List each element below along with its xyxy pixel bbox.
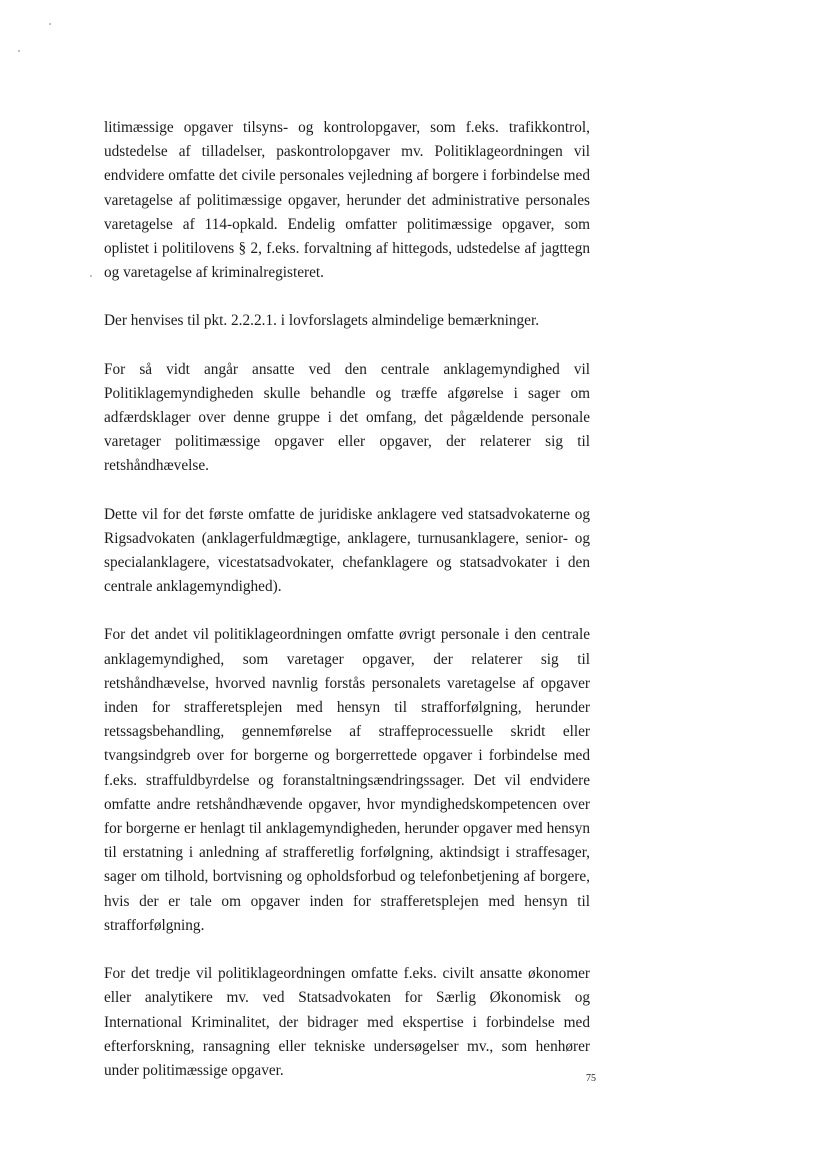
document-body <box>104 116 590 1107</box>
paragraph-4: Dette vil for det første omfatte de juridiske anklagere ved statsadvokaterne og Rigsadvokaten (anklagerfuldmægtige, anklagere, turnusanklagere, senior- og specialanklagere, vicestatsadvokater, chefanklagere og statsadvokater i den centrale anklagemyndighed). <box>104 505 590 596</box>
scan-speck <box>18 50 20 52</box>
scan-speck <box>90 275 92 277</box>
paragraph-3: For så vidt angår ansatte ved den centrale anklagemyndighed vil Politiklagemyndigheden skulle behandle og træffe afgørelse i sager om adfærdsklager over denne gruppe i det omfang, det pågældende personale varetager politimæssige opgaver eller opgaver, der relaterer sig til retshåndhævelse. <box>104 360 590 475</box>
paragraph-1: litimæssige opgaver tilsyns- og kontrolopgaver, som f.eks. trafikkontrol, udstedelse af tilladelser, paskontrolopgaver mv. Politiklageordningen vil endvidere omfatte det civile personales vejledning af borgere i forbindelse med varetagelse af politimæssige opgaver, herunder det administrative personales varetagelse af 114-opkald. Endelig omfatter politimæssige opgaver, som oplistet i politilovens § 2, f.eks. forvaltning af hittegods, udstedelse af jagttegn og varetagelse af kriminalregisteret. <box>104 119 590 282</box>
paragraph-2: Der henvises til pkt. 2.2.2.1. i lovforslagets almindelige bemærkninger. <box>104 312 540 330</box>
page-number: 75 <box>586 1073 596 1084</box>
scan-speck <box>49 23 51 25</box>
paragraph-6: For det tredje vil politiklageordningen omfatte f.eks. civilt ansatte økonomer eller analytikere mv. ved Statsadvokaten for Særlig Økonomisk og International Kriminalitet, der bidrager med ekspertise i forbindelse med efterforskning, ransagning eller tekniske undersøgelser mv., som henhører under politimæssige opgaver. <box>104 965 590 1079</box>
paragraph-5: For det andet vil politiklageordningen omfatte øvrigt personale i den centrale anklagemyndighed, som varetager opgaver, der relaterer sig til retshåndhævelse, hvorved navnlig forstås personalets varetagelse af opgaver inden for strafferetsplejen med hensyn til strafforfølgning, herunder retssagsbehandling, gennemførelse af straffeprocessuelle skridt eller tvangsindgreb over for borgerne og borgerrettede opgaver i forbindelse med f.eks. straffuldbyrdelse og foranstaltningsændringssager. Det vil endvidere omfatte andre retshåndhævende opgaver, hvor myndighedskompetencen over for borgerne er henlagt til anklagemyndigheden, herunder opgaver med hensyn til erstatning i anledning af strafferetlig forfølgning, aktindsigt i straffesager, sager om tilhold, bortvisning og opholdsforbud og telefonbetjening af borgere, hvis der er tale om opgaver inden for strafferetsplejen med hensyn til strafforfølgning. <box>104 626 590 934</box>
